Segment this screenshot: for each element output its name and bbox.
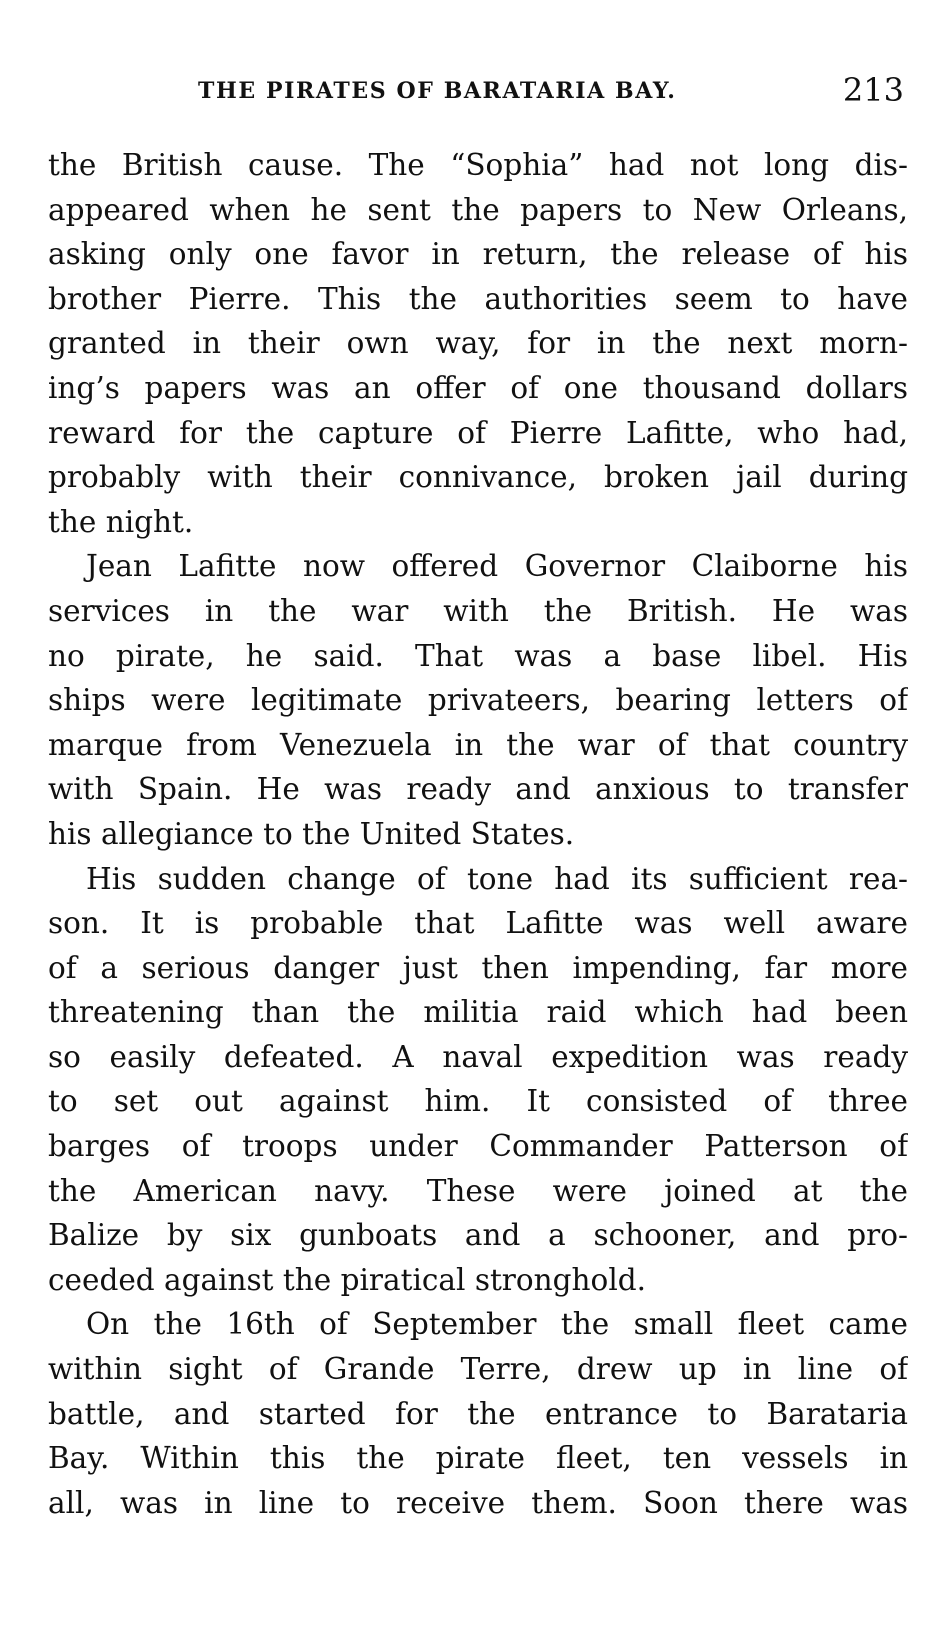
text-line: Bay. Within this the pirate fleet, ten vessels in: [48, 1441, 908, 1476]
text-line: within sight of Grande Terre, drew up in line of: [48, 1352, 908, 1387]
text-line: His sudden change of tone had its sufficient rea-: [86, 861, 908, 896]
text-line: threatening than the militia raid which had been: [48, 995, 908, 1030]
text-line: battle, and started for the entrance to Barataria: [48, 1396, 908, 1431]
running-header: THE PIRATES OF BARATARIA BAY.: [198, 78, 677, 104]
text-line: no pirate, he said. That was a base libel. His: [48, 638, 908, 673]
page-number: 213: [842, 71, 904, 109]
text-line: granted in their own way, for in the next morn-: [48, 326, 908, 361]
text-line: ships were legitimate privateers, bearing letters of: [48, 683, 908, 718]
text-line: of a serious danger just then impending, far more: [48, 950, 908, 985]
text-line: On the 16th of September the small fleet came: [86, 1307, 908, 1342]
text-line: probably with their connivance, broken jail during: [48, 460, 908, 495]
text-line: so easily defeated. A naval expedition was ready: [48, 1039, 908, 1074]
text-line: ing’s papers was an offer of one thousand dollars: [48, 370, 908, 405]
text-line: marque from Venezuela in the war of that country: [48, 727, 908, 762]
text-line: Jean Lafitte now offered Governor Claiborne his: [86, 549, 908, 584]
text-line: appeared when he sent the papers to New Orleans,: [48, 192, 908, 227]
text-line: Balize by six gunboats and a schooner, and pro-: [48, 1218, 908, 1253]
text-line: with Spain. He was ready and anxious to transfer: [48, 772, 908, 807]
text-line: reward for the capture of Pierre Lafitte, who had,: [48, 415, 908, 450]
text-line: the American navy. These were joined at the: [48, 1173, 908, 1208]
text-line: asking only one favor in return, the release of his: [48, 237, 908, 272]
text-line: all, was in line to receive them. Soon there was: [48, 1485, 908, 1520]
text-line: services in the war with the British. He was: [48, 593, 908, 628]
text-line: brother Pierre. This the authorities seem to have: [48, 281, 908, 316]
text-line: the night.: [48, 504, 194, 539]
body-text: [48, 143, 908, 1525]
text-line: barges of troops under Commander Patterson of: [48, 1129, 908, 1164]
text-line: son. It is probable that Lafitte was well aware: [48, 906, 908, 941]
text-line: his allegiance to the United States.: [48, 816, 575, 851]
text-line: the British cause. The “Sophia” had not long dis-: [48, 148, 908, 182]
text-line: to set out against him. It consisted of three: [48, 1084, 908, 1119]
text-line: ceeded against the piratical stronghold.: [48, 1262, 647, 1297]
